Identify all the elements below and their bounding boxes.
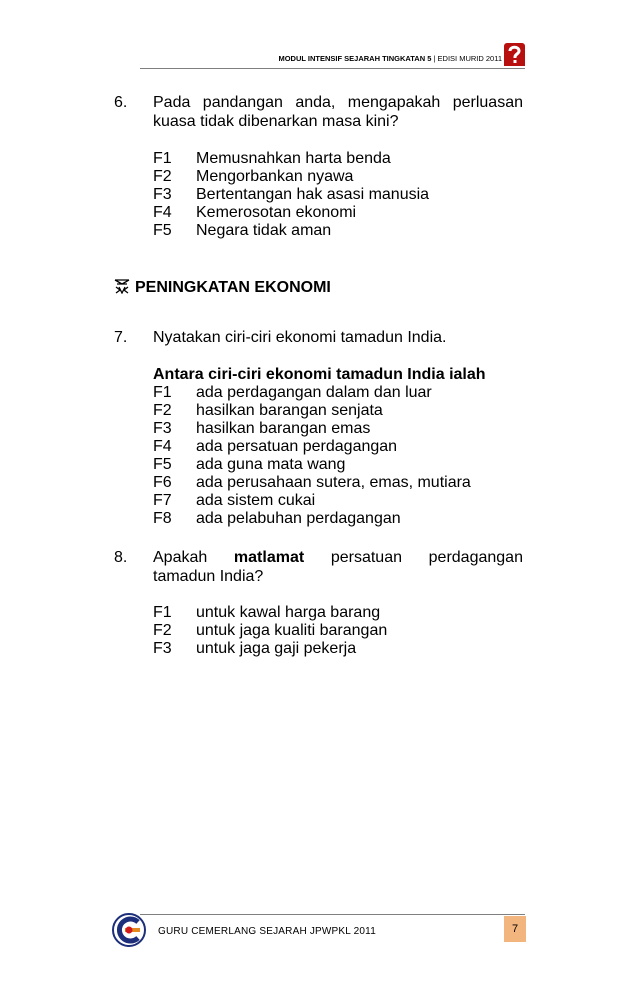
option-text: Bertentangan hak asasi manusia <box>196 186 430 203</box>
question-number: 7. <box>114 329 128 346</box>
option-code: F3 <box>153 186 172 203</box>
question-number: 8. <box>114 549 128 566</box>
option-text: Memusnahkan harta benda <box>196 150 391 167</box>
answer-option <box>153 604 380 622</box>
option-text: ada guna mata wang <box>196 456 346 473</box>
option-code: F2 <box>153 622 172 639</box>
answer-option <box>153 622 387 640</box>
answer-option <box>153 420 370 438</box>
option-code: F4 <box>153 204 172 221</box>
answer-option <box>153 150 391 168</box>
option-text: Mengorbankan nyawa <box>196 168 354 185</box>
option-code: F5 <box>153 456 172 473</box>
answer-option <box>153 438 397 456</box>
question-text-line-1: Pada pandangan anda, mengapakah perluasan <box>153 94 523 111</box>
header-rule <box>140 68 525 69</box>
option-code: F8 <box>153 510 172 527</box>
question-text: Nyatakan ciri-ciri ekonomi tamadun India. <box>153 329 447 346</box>
answer-option <box>153 510 401 528</box>
answer-option <box>153 204 356 222</box>
option-code: F1 <box>153 150 172 167</box>
footer-text: GURU CEMERLANG SEJARAH JPWPKL 2011 <box>158 926 376 937</box>
edition-label: EDISI MURID 2011 <box>437 54 502 63</box>
footer-rule <box>140 914 525 915</box>
option-text: hasilkan barangan senjata <box>196 402 383 419</box>
option-code: F1 <box>153 384 172 401</box>
option-text: untuk kawal harga barang <box>196 604 381 621</box>
option-text: ada perusahaan sutera, emas, mutiara <box>196 474 471 491</box>
question-mark-icon <box>504 43 525 66</box>
answer-option <box>153 402 383 420</box>
option-text: Negara tidak aman <box>196 222 332 239</box>
option-text: untuk jaga gaji pekerja <box>196 640 357 657</box>
option-text: ada sistem cukai <box>196 492 316 509</box>
running-header <box>250 54 502 63</box>
option-code: F3 <box>153 640 172 657</box>
question-text-line-1 <box>153 549 523 567</box>
logo <box>112 913 146 947</box>
option-code: F2 <box>153 402 172 419</box>
page-number: 7 <box>504 916 526 942</box>
answer-option <box>153 456 345 474</box>
option-code: F4 <box>153 438 172 455</box>
module-title: MODUL INTENSIF SEJARAH TINGKATAN 5 <box>278 54 432 63</box>
option-code: F1 <box>153 604 172 621</box>
section-heading <box>114 278 331 297</box>
option-code: F7 <box>153 492 172 509</box>
option-text: untuk jaga kualiti barangan <box>196 622 388 639</box>
question-word: Apakah <box>153 549 208 566</box>
answer-option <box>153 492 315 510</box>
answer-option <box>153 222 331 240</box>
answer-option <box>153 474 471 492</box>
question-word: persatuan <box>330 549 402 566</box>
answer-option <box>153 168 353 186</box>
option-text: ada persatuan perdagangan <box>196 438 398 455</box>
option-text: ada pelabuhan perdagangan <box>196 510 401 527</box>
answer-option <box>153 384 432 402</box>
emphasized-word: matlamat <box>233 549 305 566</box>
option-code: F3 <box>153 420 172 437</box>
answer-lead: Antara ciri-ciri ekonomi tamadun India ialah <box>153 366 486 383</box>
option-text: ada perdagangan dalam dan luar <box>196 384 432 401</box>
option-text: Kemerosotan ekonomi <box>196 204 357 221</box>
answer-option <box>153 186 429 204</box>
option-text: hasilkan barangan emas <box>196 420 371 437</box>
ornament-icon <box>114 278 130 294</box>
option-code: F5 <box>153 222 172 239</box>
option-code: F2 <box>153 168 172 185</box>
option-code: F6 <box>153 474 172 491</box>
question-number: 6. <box>114 94 128 111</box>
section-title: PENINGKATAN EKONOMI <box>135 279 331 296</box>
question-word: perdagangan <box>428 549 523 566</box>
header-separator: | <box>431 54 438 63</box>
question-text-line-2: tamadun India? <box>153 568 264 585</box>
question-text-line-2: kuasa tidak dibenarkan masa kini? <box>153 113 399 130</box>
answer-option <box>153 640 356 658</box>
